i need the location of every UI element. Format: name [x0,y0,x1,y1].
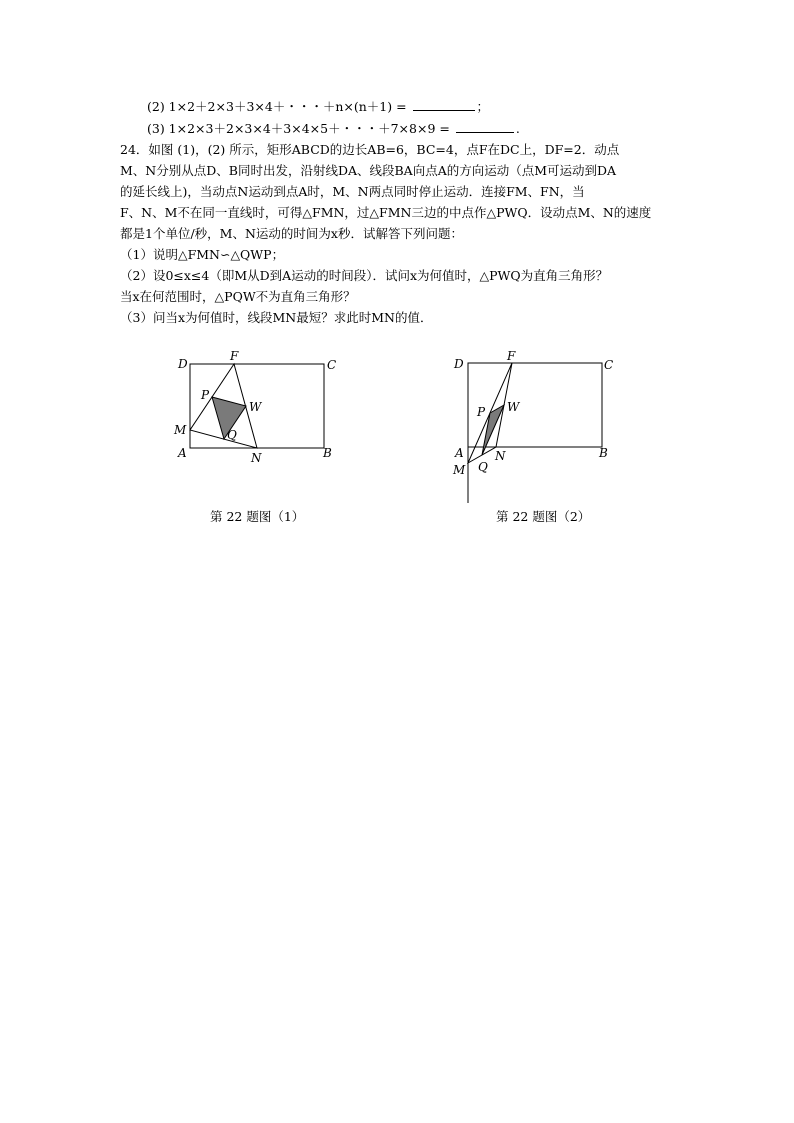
label-b: B [599,446,608,460]
problem-24-line-3: 的延长线上)，当动点N运动到点A时，M、N两点同时停止运动．连接FM、FN，当 [120,184,585,199]
sub-question-3: （3）问当x为何值时，线段MN最短？求此时MN的值． [120,310,433,325]
label-f: F [230,349,239,363]
label-n: N [251,451,262,465]
label-m: M [174,423,187,437]
answer-blank-3[interactable] [456,120,514,133]
answer-blank-2[interactable] [413,98,475,111]
sum-question-3 [147,119,520,139]
problem-24-line-2: M、N分别从点D、B同时出发，沿射线DA、线段BA向点A的方向运动（点M可运动到DA [120,163,617,178]
label-q: Q [227,428,237,442]
question-2-text: (2) 1×2＋2×3＋3×4＋・・・＋n×(n＋1) = [147,99,411,114]
sub-question-1: （1）说明△FMN∽△QWP； [120,247,285,262]
sub-question-2-cont: 当x在何范围时，△PQW不为直角三角形？ [120,289,356,304]
figure-2-caption: 第 22 题图（2） [496,509,591,524]
label-c: C [604,358,614,372]
label-p: P [477,405,486,419]
label-w: W [507,400,520,414]
label-d: D [178,357,188,371]
label-q: Q [478,460,488,474]
label-d: D [454,357,464,371]
figure-1-caption: 第 22 题图（1） [210,509,305,524]
problem-24-line-1: 24．如图 (1)，(2) 所示，矩形ABCD的边长AB=6，BC=4，点F在DC上，DF=2．动点 [120,142,620,157]
figure-1-diagram [160,345,350,475]
label-w: W [249,400,262,414]
figure-2-diagram [440,345,630,505]
label-a: A [455,446,464,460]
question-2-end: ； [476,99,490,114]
label-f: F [507,349,516,363]
problem-24-line-5: 都是1个单位/秒，M、N运动的时间为x秒．试解答下列问题： [120,226,463,241]
label-b: B [323,446,332,460]
label-n: N [495,449,506,463]
label-m: M [453,463,466,477]
sum-question-2 [147,97,489,117]
sub-question-2: （2）设0≤x≤4（即M从D到A运动的时间段）．试问x为何值时，△PWQ为直角三角形？ [120,268,609,283]
problem-24-line-4: F、N、M不在同一直线时，可得△FMN，过△FMN三边的中点作△PWQ．设动点M、N的速度 [120,205,652,220]
label-p: P [201,388,210,402]
question-3-end: . [515,121,520,136]
label-a: A [178,446,187,460]
question-3-text: (3) 1×2×3＋2×3×4＋3×4×5＋・・・＋7×8×9 = [147,121,454,136]
label-c: C [327,358,337,372]
